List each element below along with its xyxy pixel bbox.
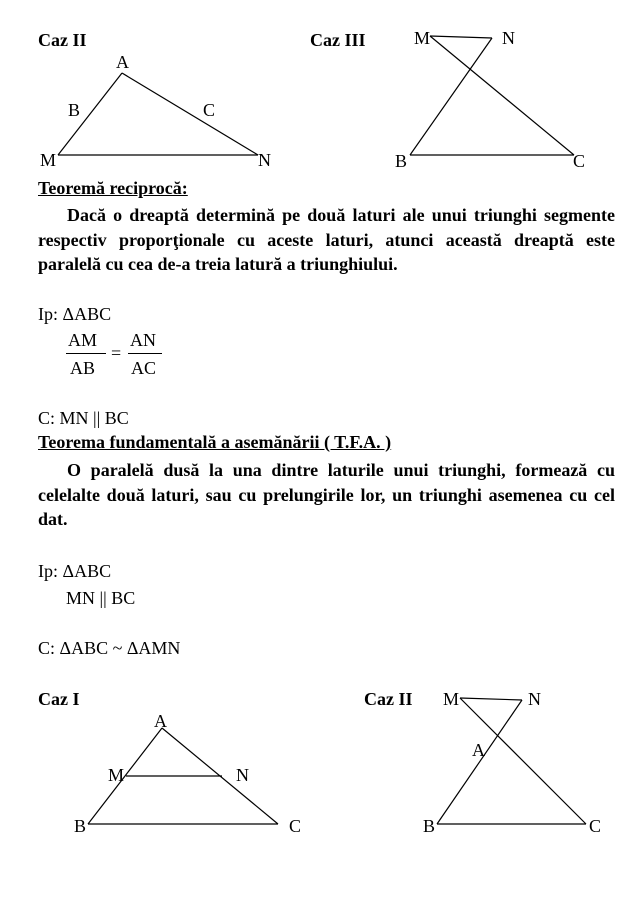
label-n-fig1: N [258, 150, 271, 170]
reciprocal-paragraph [38, 203, 615, 277]
figure-caz-ii-top [58, 73, 258, 155]
segment-nb-b [437, 700, 522, 824]
label-b-fig1: B [68, 100, 81, 120]
fraction-an-num: AN [130, 330, 156, 350]
tfa-conclusion: C: ΔABC ~ ΔAMN [38, 638, 181, 658]
tfa-paragraph [38, 458, 615, 532]
segment-ab [88, 728, 162, 824]
fraction-am-num: AM [68, 330, 98, 350]
parallel-symbol: || [93, 408, 101, 428]
tfa-text: O paralelă dusă la una dintre laturile unui triunghi, formează cu celelalte două laturi, sau cu prelungirile lor, un triunghi asemenea cu cel dat. [38, 460, 615, 529]
tfa-heading: Teorema fundamentală a asemănării ( T.F.A. ) [38, 432, 392, 452]
label-a-fig4: A [472, 740, 485, 760]
caz-iii-title: Caz III [310, 30, 366, 50]
label-c-fig3: C [289, 816, 302, 836]
segment-mn-top-b [460, 698, 522, 700]
label-n-fig3: N [236, 765, 249, 785]
reciprocal-hypothesis [38, 304, 111, 325]
label-c-fig2: C [573, 151, 586, 171]
tfa-parallel-symbol: || [99, 588, 107, 608]
caz-ii-title-top: Caz II [38, 30, 87, 50]
label-a-fig1: A [116, 52, 129, 72]
label-m-fig2: M [414, 28, 431, 48]
reciprocal-text: Dacă o dreaptă determină pe două laturi ale unui triunghi segmente respectiv proporţionale cu aceste laturi, atunci această dreaptă este paralelă cu cea de-a treia latură a triunghiului. [38, 205, 615, 274]
hyp-triangle: ΔABC [62, 304, 112, 324]
caz-i-title: Caz I [38, 689, 80, 709]
label-m-fig4: M [443, 689, 460, 709]
tfa-hyp-prefix: Ip: [38, 561, 63, 581]
segment-an [122, 73, 258, 155]
equals-sign: = [111, 343, 122, 363]
fraction-ac-den: AC [131, 358, 157, 378]
caz-ii-title-bottom: Caz II [364, 689, 413, 709]
segment-mc-b [460, 698, 586, 824]
conclusion-suffix: BC [104, 408, 129, 428]
label-n-fig2: N [502, 28, 515, 48]
label-b-fig2: B [395, 151, 408, 171]
figure-caz-ii-bottom [437, 698, 586, 824]
label-n-fig4: N [528, 689, 541, 709]
label-a-fig3: A [154, 711, 167, 731]
tfa-hyp-triangle: ΔABC [62, 561, 112, 581]
label-b-fig4: B [423, 816, 436, 836]
segment-ac [162, 728, 278, 824]
conclusion-prefix: C: MN [38, 408, 89, 428]
tfa-hypothesis [38, 561, 111, 582]
segment-nb [410, 38, 492, 155]
segment-mn-top [430, 36, 492, 38]
tfa-hyp2-left: MN [66, 588, 96, 608]
hyp-prefix: Ip: [38, 304, 63, 324]
tfa-hyp2-right: BC [111, 588, 136, 608]
label-c-fig1: C [203, 100, 216, 120]
segment-mc [430, 36, 574, 155]
figure-caz-iii [410, 36, 574, 155]
label-m-fig1: M [40, 150, 57, 170]
label-b-fig3: B [74, 816, 87, 836]
tfa-hypothesis-2 [66, 588, 135, 609]
fraction-ab-den: AB [70, 358, 96, 378]
reciprocal-conclusion [38, 408, 129, 429]
reciprocal-heading: Teoremă reciprocă: [38, 178, 188, 198]
label-m-fig3: M [108, 765, 125, 785]
label-c-fig4: C [589, 816, 602, 836]
